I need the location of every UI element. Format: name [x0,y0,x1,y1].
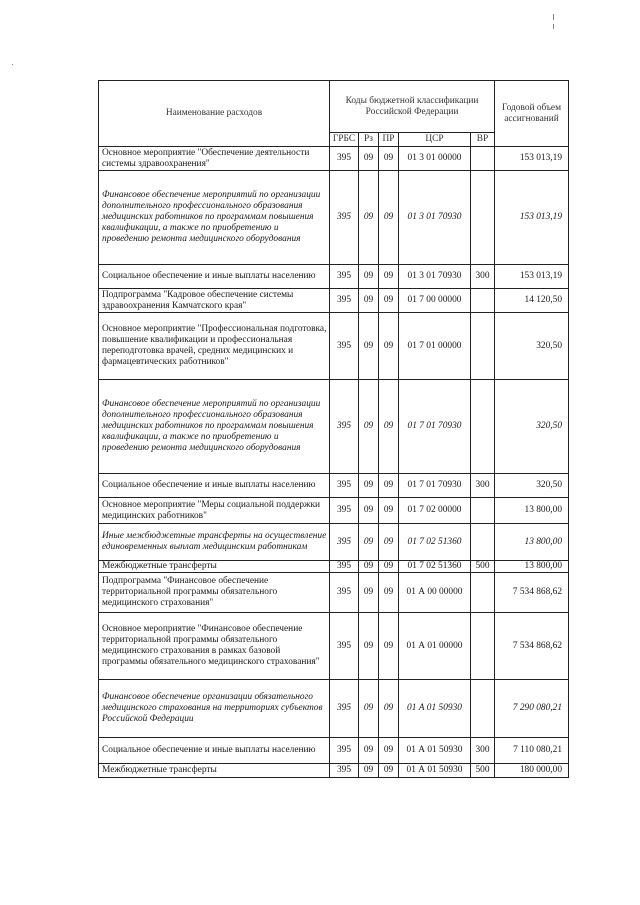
cell-vr [471,613,495,680]
cell-amount: 13 800,00 [495,498,569,524]
cell-name: Социальное обеспечение и иные выплаты населению [99,474,330,498]
cell-rz: 09 [359,147,379,171]
cell-csr: 01 3 01 70930 [399,265,471,289]
header-amount: Годовой объем ассигнований [495,81,569,147]
cell-pr: 09 [379,265,399,289]
cell-amount: 180 000,00 [495,764,569,778]
cell-csr: 01 7 00 00000 [399,289,471,313]
table-row [99,680,569,738]
cell-amount: 7 534 868,62 [495,613,569,680]
cell-name: Основное мероприятие "Обеспечение деятельности системы здравоохранения" [99,147,330,171]
table-row [99,147,569,171]
header-name: Наименование расходов [99,81,330,147]
table-row [99,474,569,498]
header-csr: ЦСР [399,133,471,147]
cell-rz: 09 [359,289,379,313]
cell-rz: 09 [359,380,379,474]
cell-name: Межбюджетные трансферты [99,764,330,778]
cell-vr: 300 [471,738,495,764]
cell-csr: 01 7 01 00000 [399,313,471,380]
cell-vr: 300 [471,474,495,498]
cell-amount: 14 120,50 [495,289,569,313]
cell-vr [471,524,495,561]
cell-amount: 153 013,19 [495,147,569,171]
cell-name: Иные межбюджетные трансферты на осуществление единовременных выплат медицинским работникам [99,524,330,561]
cell-amount: 7 290 080,21 [495,680,569,738]
table-row [99,498,569,524]
cell-rz: 09 [359,764,379,778]
scan-speck [553,24,554,29]
cell-amount: 320,50 [495,474,569,498]
header-rz: Рз [359,133,379,147]
cell-name: Основное мероприятие "Финансовое обеспечение территориальной программы обязательного медицинского страхования в рамках базовой программы обязательного медицинского страхования" [99,613,330,680]
cell-vr [471,171,495,265]
cell-grbs: 395 [330,171,359,265]
cell-name: Финансовое обеспечение организации обязательного медицинского страхования на территориях субъектов Российской Федерации [99,680,330,738]
header-codes-group: Коды бюджетной классификации Российской Федерации [330,81,495,133]
cell-vr: 300 [471,265,495,289]
cell-name: Межбюджетные трансферты [99,561,330,573]
table-row [99,380,569,474]
cell-grbs: 395 [330,498,359,524]
cell-grbs: 395 [330,561,359,573]
cell-grbs: 395 [330,289,359,313]
cell-name: Финансовое обеспечение мероприятий по организации дополнительного профессионального образования медицинских работников по программам повышения квалификации, а также по приобретению и проведению ремонта медицинского оборудования [99,171,330,265]
cell-vr [471,289,495,313]
table-row [99,738,569,764]
cell-name: Подпрограмма "Кадровое обеспечение системы здравоохранения Камчатского края" [99,289,330,313]
cell-grbs: 395 [330,573,359,613]
cell-pr: 09 [379,680,399,738]
cell-pr: 09 [379,613,399,680]
cell-vr [471,498,495,524]
cell-csr: 01 7 02 51360 [399,524,471,561]
cell-name: Основное мероприятие "Профессиональная подготовка, повышение квалификации и профессиональная переподготовка врачей, средних медицинских и фармацевтических работников" [99,313,330,380]
budget-allocation-table [98,80,569,778]
cell-csr: 01 7 01 70930 [399,380,471,474]
cell-rz: 09 [359,613,379,680]
cell-pr: 09 [379,171,399,265]
cell-vr [471,380,495,474]
cell-amount: 153 013,19 [495,265,569,289]
cell-grbs: 395 [330,738,359,764]
cell-csr: 01 7 02 51360 [399,561,471,573]
cell-csr: 01 А 01 50930 [399,764,471,778]
cell-rz: 09 [359,573,379,613]
cell-grbs: 395 [330,313,359,380]
table-row [99,573,569,613]
cell-pr: 09 [379,313,399,380]
cell-pr: 09 [379,524,399,561]
scan-speck [553,14,554,20]
cell-amount: 320,50 [495,380,569,474]
cell-csr: 01 3 01 00000 [399,147,471,171]
cell-vr [471,313,495,380]
cell-grbs: 395 [330,265,359,289]
cell-csr: 01 А 01 50930 [399,738,471,764]
cell-amount: 7 534 868,62 [495,573,569,613]
cell-name: Подпрограмма "Финансовое обеспечение территориальной программы обязательного медицинского страхования" [99,573,330,613]
cell-vr [471,147,495,171]
table-row [99,561,569,573]
table-row [99,289,569,313]
cell-csr: 01 А 01 00000 [399,613,471,680]
cell-grbs: 395 [330,524,359,561]
table-row [99,313,569,380]
cell-vr: 500 [471,561,495,573]
cell-amount: 7 110 080,21 [495,738,569,764]
cell-vr [471,680,495,738]
cell-rz: 09 [359,561,379,573]
cell-pr: 09 [379,289,399,313]
cell-csr: 01 7 02 00000 [399,498,471,524]
cell-pr: 09 [379,561,399,573]
cell-rz: 09 [359,474,379,498]
cell-pr: 09 [379,380,399,474]
cell-rz: 09 [359,524,379,561]
cell-amount: 320,50 [495,313,569,380]
cell-rz: 09 [359,313,379,380]
cell-pr: 09 [379,764,399,778]
cell-pr: 09 [379,147,399,171]
table-row [99,524,569,561]
cell-rz: 09 [359,738,379,764]
cell-rz: 09 [359,680,379,738]
cell-grbs: 395 [330,380,359,474]
cell-name: Социальное обеспечение и иные выплаты населению [99,265,330,289]
cell-grbs: 395 [330,613,359,680]
cell-name: Финансовое обеспечение мероприятий по организации дополнительного профессионального образования медицинских работников по программам повышения квалификации, а также по приобретению и проведению ремонта медицинского оборудования [99,380,330,474]
cell-vr: 500 [471,764,495,778]
header-grbs: ГРБС [330,133,359,147]
cell-pr: 09 [379,474,399,498]
table-row [99,265,569,289]
cell-vr [471,573,495,613]
header-pr: ПР [379,133,399,147]
table-row [99,764,569,778]
cell-pr: 09 [379,573,399,613]
cell-name: Социальное обеспечение и иные выплаты населению [99,738,330,764]
cell-pr: 09 [379,498,399,524]
cell-name: Основное мероприятие "Меры социальной поддержки медицинских работников" [99,498,330,524]
cell-grbs: 395 [330,680,359,738]
scan-speck [12,64,13,65]
table-row [99,171,569,265]
cell-amount: 13 800,00 [495,561,569,573]
header-vr: ВР [471,133,495,147]
table-row [99,613,569,680]
cell-csr: 01 А 01 50930 [399,680,471,738]
cell-grbs: 395 [330,147,359,171]
cell-amount: 13 800,00 [495,524,569,561]
cell-rz: 09 [359,171,379,265]
cell-pr: 09 [379,738,399,764]
header-row [99,81,569,133]
cell-rz: 09 [359,498,379,524]
cell-csr: 01 7 01 70930 [399,474,471,498]
cell-rz: 09 [359,265,379,289]
cell-grbs: 395 [330,474,359,498]
cell-csr: 01 А 00 00000 [399,573,471,613]
cell-grbs: 395 [330,764,359,778]
cell-csr: 01 3 01 70930 [399,171,471,265]
cell-amount: 153 013,19 [495,171,569,265]
